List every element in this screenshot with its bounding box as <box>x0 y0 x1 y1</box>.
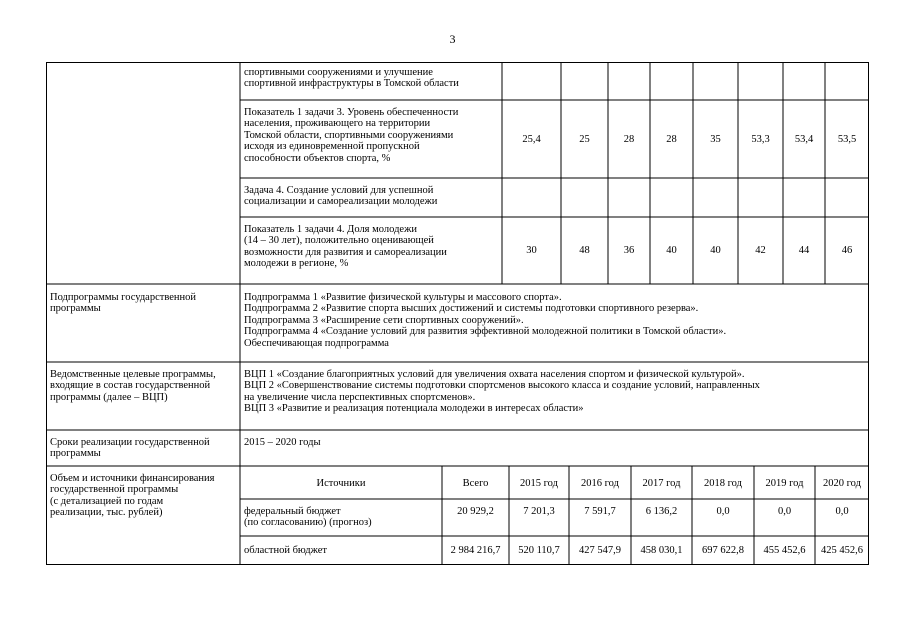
indicator-4-value: 44 <box>798 245 810 256</box>
vcp-label-line: входящие в состав государственной <box>50 380 211 392</box>
vcp-label-line: программы (далее – ВЦП) <box>50 391 168 403</box>
vcp-label-line: Ведомственные целевые программы, <box>50 369 216 380</box>
page-number: 3 <box>449 32 456 46</box>
indicator-3-value: 25 <box>579 134 590 145</box>
indicator-3-label-line: Показатель 1 задачи 3. Уровень обеспеченности <box>244 107 459 118</box>
regional-value: 697 622,8 <box>702 545 744 556</box>
financing-label-line: (с детализацией по годам <box>50 495 164 507</box>
indicator-4-value: 46 <box>841 245 853 256</box>
financing-header: 2016 год <box>581 478 619 489</box>
indicator-4-value: 40 <box>710 245 721 256</box>
financing-header: 2020 год <box>823 478 861 489</box>
federal-value: 6 136,2 <box>645 506 678 517</box>
indicator-3-label-line: исходя из единовременной пропускной <box>244 141 420 153</box>
indicator-4-label-line: возможности для развития и самореализации <box>244 246 447 258</box>
federal-value: 0,0 <box>835 506 849 517</box>
terms-label-line: Сроки реализации государственной <box>50 437 210 448</box>
indicator-4-value: 42 <box>755 245 766 256</box>
indicator-3-value: 35 <box>710 134 721 145</box>
regional-value: 425 452,6 <box>821 545 863 556</box>
regional-value: 458 030,1 <box>640 545 683 556</box>
subprogram-item: Подпрограмма 2 «Развитие спорта высших достижений и системы подготовки спортивного резерва». <box>244 303 699 315</box>
federal-value: 20 929,2 <box>457 506 494 517</box>
indicator-4-value: 30 <box>526 245 537 256</box>
financing-header: 2015 год <box>520 478 558 489</box>
indicator-3-label-line: способности объектов спорта, % <box>244 152 391 164</box>
subprogram-item: Подпрограмма 3 «Расширение сети спортивных сооружений». <box>244 314 524 326</box>
vcp-item: ВЦП 1 «Создание благоприятных условий для увеличения охвата населения спортом и физической культурой». <box>244 369 745 380</box>
task4-label-line: Задача 4. Создание условий для успешной <box>244 185 434 196</box>
federal-value: 0,0 <box>716 506 730 517</box>
vcp-item: ВЦП 3 «Развитие и реализация потенциала молодежи в интересах области» <box>244 403 584 415</box>
indicator-4-value: 36 <box>623 245 635 256</box>
regional-value: 427 547,9 <box>579 545 621 556</box>
financing-header: Всего <box>462 478 489 489</box>
indicator-4-value: 40 <box>666 245 677 256</box>
indicator-3-label-line: населения, проживающего на территории <box>244 118 431 130</box>
financing-header: Источники <box>316 478 366 489</box>
financing-header: 2019 год <box>765 478 804 489</box>
vcp-item: ВЦП 2 «Совершенствование системы подготовки спортсменов высокого класса и создание условий, направленных <box>244 380 760 392</box>
terms-label-line: программы <box>50 448 101 460</box>
task3-text-line: спортивными сооружениями и улучшение <box>244 67 433 78</box>
vcp-item: на увеличение числа перспективных спортсменов». <box>244 391 476 403</box>
subprogram-item: Подпрограмма 1 «Развитие физической культуры и массового спорта». <box>244 292 562 303</box>
indicator-3-value: 53,5 <box>837 134 857 145</box>
regional-label: областной бюджет <box>244 545 327 556</box>
financing-label-line: Объем и источники финансирования <box>50 473 215 484</box>
federal-value: 0,0 <box>777 506 792 517</box>
indicator-3-value: 53,3 <box>751 134 770 145</box>
financing-label-line: государственной программы <box>50 484 179 496</box>
regional-value: 520 110,7 <box>518 545 560 556</box>
federal-label-line: (по согласованию) (прогноз) <box>244 517 372 529</box>
regional-value: 455 452,6 <box>763 545 806 556</box>
passport-table <box>46 62 869 565</box>
financing-header: 2018 год <box>704 478 742 489</box>
indicator-3-label-line: Томской области, спортивными сооружениями <box>244 129 454 141</box>
subprograms-label-line: Подпрограммы государственной <box>50 292 197 303</box>
indicator-4-label-line: (14 – 30 лет), положительно оценивающей <box>244 235 434 247</box>
indicator-3-value: 25,4 <box>522 134 541 145</box>
terms-value: 2015 – 2020 годы <box>244 437 321 448</box>
indicator-4-value: 48 <box>579 245 590 256</box>
task3-text-line: спортивной инфраструктуры в Томской области <box>244 78 459 90</box>
subprograms-label-line: программы <box>50 303 101 315</box>
financing-label-line: реализации, тыс. рублей) <box>50 507 163 519</box>
regional-value: 2 984 216,7 <box>450 545 501 556</box>
federal-label-line: федеральный бюджет <box>244 506 341 517</box>
task4-label-line: социализации и самореализации молодежи <box>244 196 438 208</box>
indicator-3-value: 53,4 <box>794 134 814 145</box>
subprogram-item: Подпрограмма 4 «Создание условий для развития эффективной молодежной политики в Томской области». <box>244 326 727 338</box>
financing-header: 2017 год <box>642 478 681 489</box>
federal-value: 7 591,7 <box>584 506 616 517</box>
subprogram-item: Обеспечивающая подпрограмма <box>244 337 389 349</box>
indicator-3-value: 28 <box>666 134 677 145</box>
indicator-3-value: 28 <box>623 134 635 145</box>
indicator-4-label-line: Показатель 1 задачи 4. Доля молодежи <box>244 224 417 235</box>
federal-value: 7 201,3 <box>523 506 555 517</box>
indicator-4-label-line: молодежи в регионе, % <box>244 258 349 270</box>
